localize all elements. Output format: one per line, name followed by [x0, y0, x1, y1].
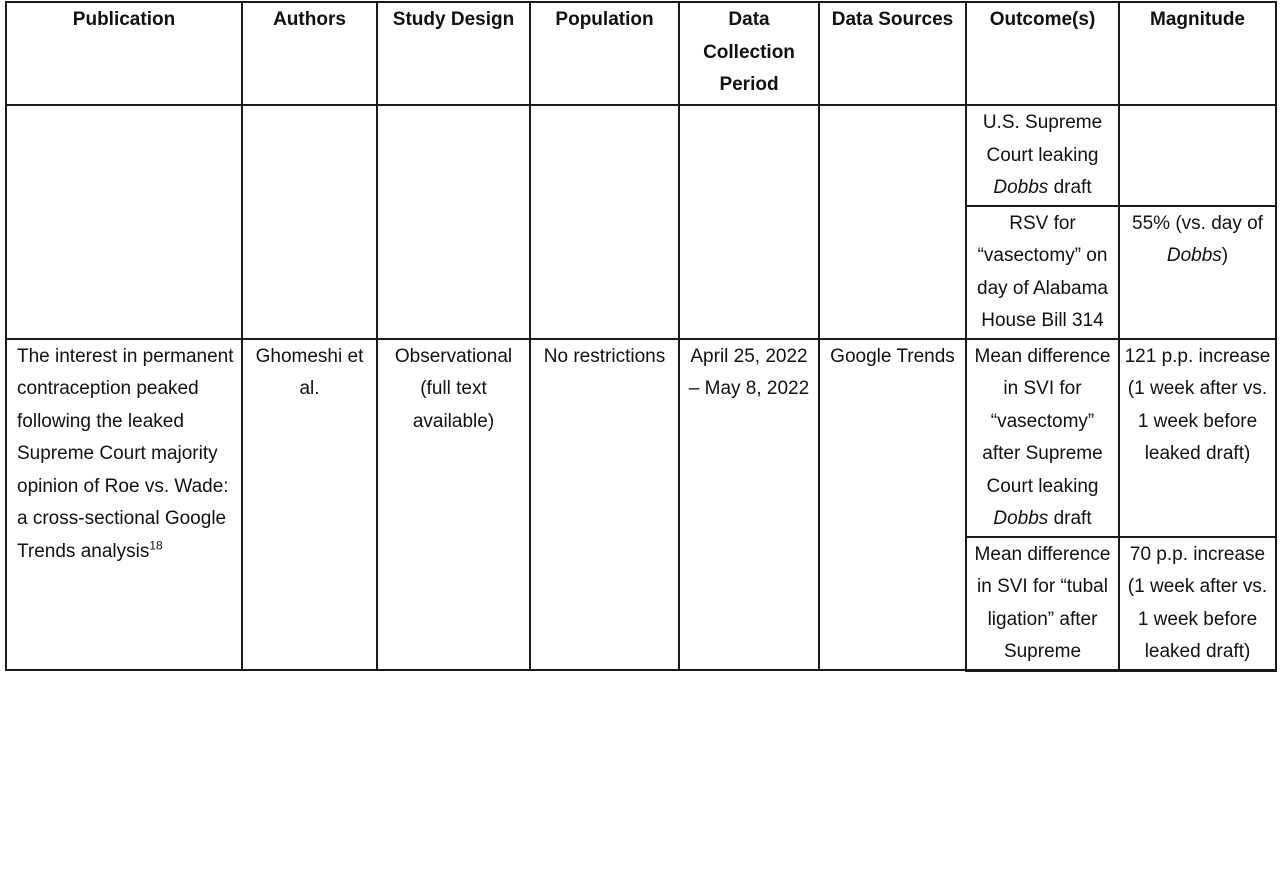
- header-study-design: Study Design: [377, 2, 530, 105]
- cell-magnitude: 70 p.p. increase (1 week after vs. 1 week before leaked draft): [1119, 537, 1276, 671]
- cell-population: No restrictions: [530, 339, 679, 671]
- header-authors: Authors: [242, 2, 377, 105]
- header-outcomes: Outcome(s): [966, 2, 1119, 105]
- cell-outcome: RSV for “vasectomy” on day of Alabama House Bill 314: [966, 206, 1119, 339]
- cell-outcome: Mean difference in SVI for “tubal ligation” after Supreme: [966, 537, 1119, 671]
- cell-magnitude: 121 p.p. increase (1 week after vs. 1 week before leaked draft): [1119, 339, 1276, 537]
- cell-publication: The interest in permanent contraception peaked following the leaked Supreme Court majority opinion of Roe vs. Wade: a cross-sectional Google Trends analysis$^{18}$: [6, 339, 242, 671]
- cell-population: [530, 105, 679, 339]
- cell-authors: Ghomeshi et al.: [242, 339, 377, 671]
- header-publication: Publication: [6, 2, 242, 105]
- cell-outcome: Mean difference in SVI for “vasectomy” after Supreme Court leaking Dobbs draft: [966, 339, 1119, 537]
- cell-study-design: Observational (full text available): [377, 339, 530, 671]
- header-data-sources: Data Sources: [819, 2, 966, 105]
- table-row: [6, 105, 1276, 206]
- cell-publication: [6, 105, 242, 339]
- table-row: [6, 339, 1276, 537]
- header-magnitude: Magnitude: [1119, 2, 1276, 105]
- cell-authors: [242, 105, 377, 339]
- header-population: Population: [530, 2, 679, 105]
- cell-period: April 25, 2022 – May 8, 2022: [679, 339, 819, 671]
- cell-study-design: [377, 105, 530, 339]
- cell-period: [679, 105, 819, 339]
- header-row: [6, 2, 1276, 105]
- evidence-table: [5, 1, 1277, 672]
- cell-magnitude: [1119, 105, 1276, 206]
- cell-data-sources: Google Trends: [819, 339, 966, 671]
- cell-outcome: U.S. Supreme Court leaking Dobbs draft: [966, 105, 1119, 206]
- reference-number: 18: [149, 538, 163, 553]
- cell-magnitude: 55% (vs. day of Dobbs): [1119, 206, 1276, 339]
- cell-data-sources: [819, 105, 966, 339]
- header-data-collection-period: Data Collection Period: [679, 2, 819, 105]
